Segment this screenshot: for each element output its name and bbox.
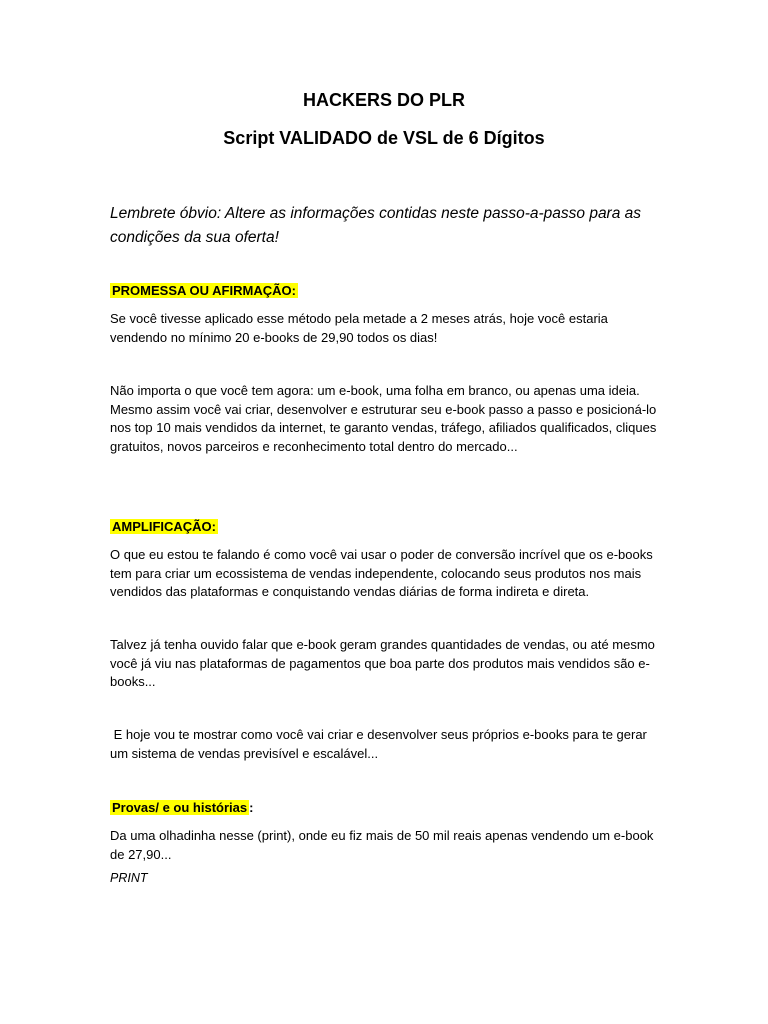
heading-suffix: : xyxy=(249,800,254,815)
paragraph-amplificacao-3: E hoje vou te mostrar como você vai criar e desenvolver seus próprios e-books para te gerar um sistema de vendas previsível e escalável... xyxy=(110,727,651,761)
heading-highlight: AMPLIFICAÇÃO: xyxy=(112,519,216,534)
section-heading-provas xyxy=(110,799,253,817)
paragraph-provas-1: Da uma olhadinha nesse (print), onde eu fiz mais de 50 mil reais apenas vendendo um e-book de 27,90... xyxy=(110,828,654,862)
paragraph-promessa-1: Se você tivesse aplicado esse método pela metade a 2 meses atrás, hoje você estaria vendendo no mínimo 20 e-books de 29,90 todos os dias! xyxy=(110,311,608,345)
document-subtitle: Script VALIDADO de VSL de 6 Dígitos xyxy=(223,128,545,148)
print-placeholder: PRINT xyxy=(110,871,148,885)
reminder-note: Lembrete óbvio: Altere as informações contidas neste passo-a-passo para as condições da sua oferta! xyxy=(110,205,642,246)
paragraph-amplificacao-2: Talvez já tenha ouvido falar que e-book geram grandes quantidades de vendas, ou até mesmo você já viu nas plataformas de pagamentos que boa parte dos produtos mais vendidos são e-books... xyxy=(110,637,655,690)
document-title: HACKERS DO PLR xyxy=(302,90,465,110)
section-heading-promessa xyxy=(110,282,298,300)
heading-highlight: PROMESSA OU AFIRMAÇÃO: xyxy=(112,283,296,298)
heading-highlight: Provas/ e ou histórias xyxy=(112,800,248,815)
paragraph-amplificacao-1: O que eu estou te falando é como você vai usar o poder de conversão incrível que os e-books tem para criar um ecossistema de vendas independente, colocando seus produtos nos mais vendidos das plataformas e conquistando vendas diárias de forma indireta e direta. xyxy=(110,547,653,600)
paragraph-promessa-2: Não importa o que você tem agora: um e-book, uma folha em branco, ou apenas uma ideia. Mesmo assim você vai criar, desenvolver e estruturar seu e-book passo a passo e posicioná-lo nos top 10 mais vendidos da internet, te garanto vendas, tráfego, afiliados qualificados, cliques gratuitos, novos parceiros e reconhecimento total dentro do mercado... xyxy=(110,383,657,454)
section-heading-amplificacao xyxy=(110,518,218,536)
